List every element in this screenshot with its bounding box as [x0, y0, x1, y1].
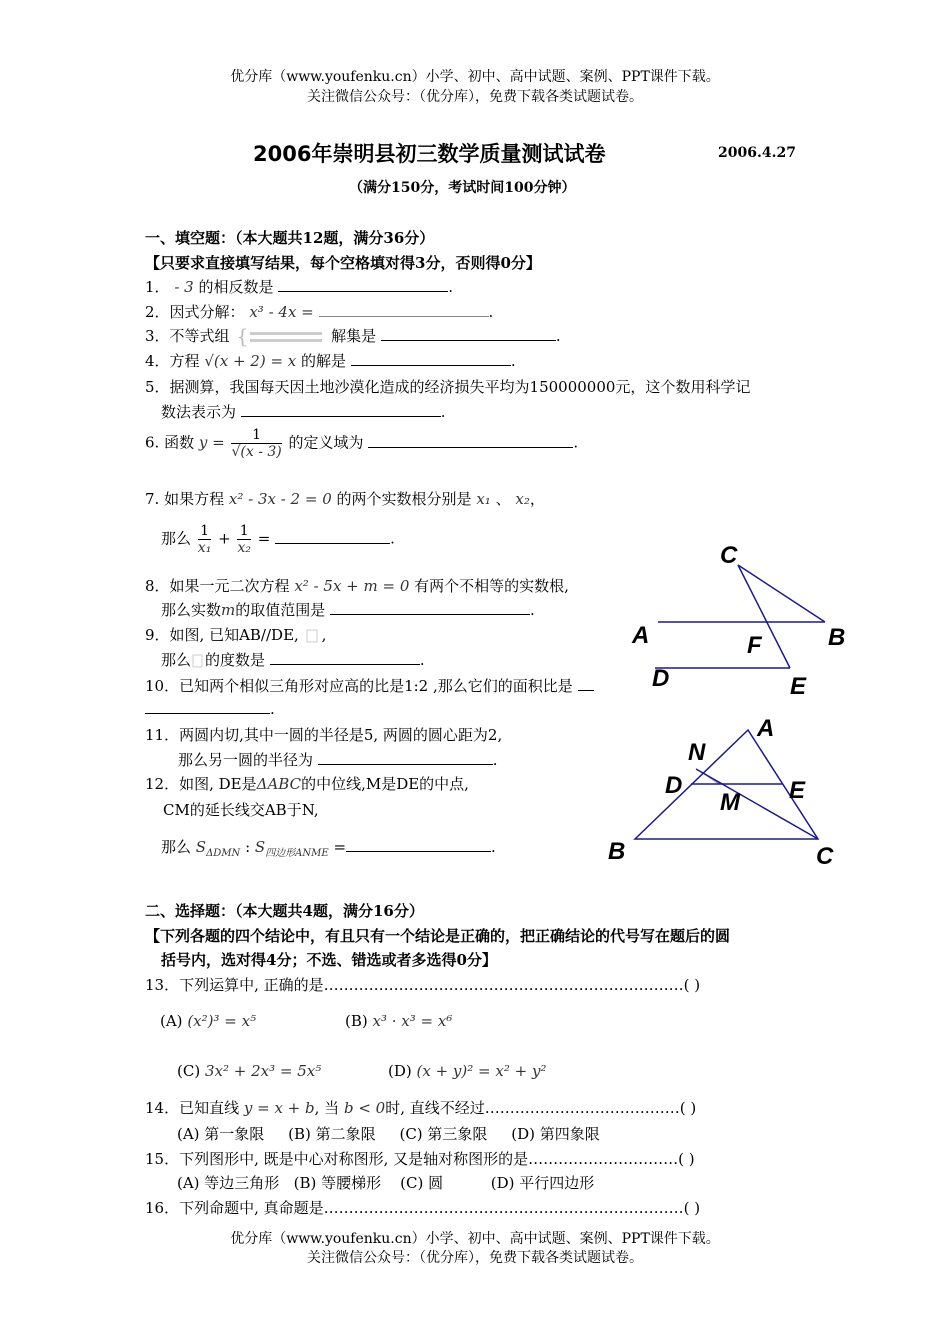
- fig2-label-m: M: [720, 789, 740, 816]
- q14-options[interactable]: (A) 第一象限 (B) 第二象限 (C) 第三象限 (D) 第四象限: [177, 1125, 600, 1143]
- q6-fraction-denominator: √(x - 3): [231, 444, 282, 460]
- q7-answer-blank[interactable]: [275, 529, 390, 544]
- q1-answer-blank[interactable]: [278, 277, 448, 292]
- q13-option-d-label: (D): [388, 1062, 412, 1080]
- q4-text: 的解是: [301, 352, 347, 370]
- question-1: 1． - 3 的相反数是 .: [145, 278, 454, 296]
- fig2-label-e: E: [789, 777, 806, 804]
- q6-fraction-numerator: 1: [231, 427, 281, 444]
- question-14: [145, 1097, 696, 1118]
- q8-text-b: 有两个不相等的实数根,: [414, 577, 569, 595]
- q1-number: 1．: [145, 278, 170, 296]
- q13-option-c-math: 3x² + 2x³ = 5x⁵: [204, 1062, 322, 1080]
- fig2-label-n: N: [688, 739, 706, 766]
- svg-text:{: {: [236, 327, 250, 347]
- q14-math-condition: b < 0: [343, 1099, 386, 1117]
- section2-heading: 二、选择题：（本大题共4题，满分16分）: [145, 902, 424, 920]
- q7b-fraction-1: [198, 523, 212, 556]
- page-subtitle: （满分150分，考试时间100分钟）: [349, 180, 576, 196]
- q7b-equals: =: [257, 529, 271, 548]
- q12-triangle: ΔABC: [256, 775, 302, 793]
- fig1-label-f: F: [747, 632, 762, 659]
- q13-option-a-math: (x²)³ = x⁵: [187, 1012, 257, 1030]
- q7b-fraction-2: [237, 523, 251, 556]
- section1-heading: 一、填空题：（本大题共12题，满分36分）: [145, 229, 435, 247]
- question-8-line-1: [145, 575, 569, 596]
- q4-number: 4．方程: [145, 352, 200, 370]
- q6-answer-blank[interactable]: [368, 433, 573, 448]
- q3-number: 3．不等式组: [145, 327, 230, 345]
- fig1-label-b: B: [828, 624, 846, 651]
- q9-text-b: 的度数是: [205, 651, 266, 669]
- fig2-label-c: C: [816, 843, 834, 870]
- question-9-line-2: 那么 的度数是 .: [161, 651, 425, 669]
- fig1-label-e: E: [790, 673, 807, 700]
- fig1-label-c: C: [720, 542, 738, 569]
- footer-line-2: 关注微信公众号：（优分库），免费下载各类试题试卷。: [307, 1250, 643, 1266]
- q13-option-b[interactable]: [345, 1012, 452, 1030]
- q5-answer-blank[interactable]: [241, 402, 441, 417]
- q13-option-c-label: (C): [177, 1062, 201, 1080]
- section2-instruction-1: 【下列各题的四个结论中，有且只有一个结论是正确的，把正确结论的代号写在题后的圆: [145, 927, 731, 945]
- question-12-line-3: 那么 $S_{\Delta DMN}$ : $S_{四边形ANME}$ = .: [161, 838, 496, 859]
- question-5-line-1: 5．据测算，我国每天因土地沙漠化造成的经济损失平均为150000000元，这个数用科学记: [145, 378, 751, 396]
- q6-fraction: [231, 427, 281, 460]
- q1-text: 的相反数是: [198, 278, 274, 296]
- q3-answer-blank[interactable]: [381, 326, 556, 341]
- q4-math: √(x + 2) = x: [204, 352, 297, 370]
- q13-option-d[interactable]: [388, 1062, 546, 1080]
- line-cb: [738, 565, 825, 622]
- q3-text: 解集是: [331, 327, 377, 345]
- q6-math-y: y =: [198, 433, 225, 452]
- q13-option-b-math: x³ · x³ = x⁶: [372, 1012, 453, 1030]
- question-4: 4．方程 √(x + 2) = x 的解是 .: [145, 352, 516, 370]
- q14-text-c: 时, 直线不经过…………………………………( ): [385, 1099, 697, 1117]
- question-6: 6. 函数 y = $\frac{1}{√(x - 3)}$ 的定义域为 .: [145, 427, 579, 460]
- q11-answer-blank[interactable]: [318, 750, 493, 765]
- page-title: 2006年崇明县初三数学质量测试试卷: [253, 142, 606, 166]
- q8-text-a: 8．如果一元二次方程: [145, 577, 290, 595]
- q12-s1: S: [195, 838, 207, 856]
- question-2: 2．因式分解： x³ - 4x = .: [145, 303, 494, 321]
- question-9-line-1: 9．如图, 已知AB//DE, ,: [145, 626, 327, 644]
- question-7-part-2: 那么 $\frac{1}{\text{x₁}}$ + $\frac{1}{\text{x₂}}$ = .: [161, 523, 395, 556]
- q12-s2-sub: 四边形ANME: [265, 848, 329, 859]
- q13-option-d-math: (x + y)² = x² + y²: [416, 1062, 547, 1080]
- figure-midline-triangle: [600, 712, 850, 874]
- q7-tail: ，: [529, 490, 545, 508]
- q5-text: 数法表示为: [161, 403, 237, 421]
- q13-option-a[interactable]: [160, 1012, 256, 1030]
- q7-number: 7. 如果方程: [145, 490, 225, 508]
- q9-answer-blank[interactable]: [270, 650, 420, 665]
- header-line-2: 关注微信公众号：（优分库），免费下载各类试题试卷。: [307, 89, 643, 105]
- question-8-line-2: 那么实数m的取值范围是 .: [161, 601, 535, 619]
- question-3: 3．不等式组 { 解集是 .: [145, 325, 561, 347]
- q12-text-c: 那么: [161, 838, 192, 856]
- question-7: [145, 488, 545, 509]
- question-11-line-2: 那么另一圆的半径为 .: [178, 751, 498, 769]
- angle-image-2: [191, 653, 205, 669]
- q13-option-b-label: (B): [345, 1012, 368, 1030]
- q12-text-b: 的中位线,M是DE的中点,: [301, 775, 469, 793]
- q2-answer-blank[interactable]: [319, 302, 489, 317]
- q7b-prefix: 那么: [161, 529, 192, 548]
- question-16: 16．下列命题中, 真命题是………………………………………………………………( ): [145, 1199, 701, 1217]
- q7b-fraction-1-numerator: 1: [198, 523, 212, 540]
- question-10-line-1: [145, 675, 594, 696]
- q7-separator: 、: [495, 490, 511, 508]
- q8-text-d: 的取值范围是: [235, 601, 326, 619]
- line-ce: [738, 565, 790, 668]
- figure-parallel-lines: [620, 535, 860, 705]
- question-12-line-2: CM的延长线交AB于N,: [163, 801, 319, 819]
- question-11-line-1: 11．两圆内切,其中一圆的半径是5, 两圆的圆心距为2,: [145, 726, 503, 744]
- q6-text: 的定义域为: [288, 433, 364, 452]
- exam-date: 2006.4.27: [718, 145, 796, 161]
- footer-line-1: 优分库（www.youfenku.cn）小学、初中、高中试题、案例、PPT课件下载。: [230, 1231, 720, 1247]
- q10-text: 10．已知两个相似三角形对应高的比是1:2 ,那么它们的面积比是: [145, 677, 573, 695]
- q7b-fraction-2-numerator: 1: [237, 523, 251, 540]
- fig2-label-a: A: [757, 715, 775, 742]
- fig1-label-a: A: [632, 622, 650, 649]
- q10-answer-blank-start[interactable]: [578, 676, 594, 691]
- q12-s2: S: [254, 838, 266, 856]
- q7b-fraction-1-denominator: x₁: [197, 540, 212, 556]
- fig2-label-b: B: [608, 838, 626, 865]
- q7b-plus: +: [218, 529, 231, 548]
- q7-x2: x₂: [515, 490, 530, 508]
- question-15: 15．下列图形中, 既是中心对称图形, 又是轴对称图形的是…………………………( ): [145, 1150, 695, 1168]
- q12-answer-blank[interactable]: [346, 837, 491, 852]
- q4-answer-blank[interactable]: [351, 351, 511, 366]
- q12-s1-sub: ΔDMN: [206, 848, 241, 859]
- q15-options[interactable]: (A) 等边三角形 (B) 等腰梯形 (C) 圆 (D) 平行四边形: [177, 1174, 595, 1192]
- q14-text-a: 14．已知直线: [145, 1099, 240, 1117]
- question-12-line-1: [145, 773, 469, 794]
- q7-math: x² - 3x - 2 = 0: [228, 490, 332, 508]
- q12-equals: =: [328, 838, 347, 856]
- q14-text-b: , 当: [314, 1099, 340, 1117]
- q7-x1: x₁: [476, 490, 491, 508]
- q2-math: x³ - 4x =: [249, 303, 314, 321]
- header-line-1: 优分库（www.youfenku.cn）小学、初中、高中试题、案例、PPT课件下载。: [230, 69, 720, 85]
- q9-text: 9．如图, 已知AB//DE,: [145, 626, 299, 644]
- q12-text-a: 12．如图, DE是: [145, 775, 257, 793]
- q6-number: 6. 函数: [145, 433, 195, 452]
- question-10-line-2: .: [145, 699, 275, 718]
- q7b-fraction-2-denominator: x₂: [237, 540, 251, 556]
- fig2-label-d: D: [665, 772, 683, 799]
- fig1-label-d: D: [652, 665, 670, 692]
- q11-text: 那么另一圆的半径为: [178, 751, 314, 769]
- angle-image-1: [304, 628, 322, 644]
- q13-option-c[interactable]: [177, 1062, 321, 1080]
- q8-math: x² - 5x + m = 0: [294, 577, 410, 595]
- section1-instruction: 【只要求直接填写结果，每个空格填对得3分，否则得0分】: [145, 254, 541, 272]
- question-5-line-2: 数法表示为 .: [161, 403, 446, 421]
- question-13: 13．下列运算中, 正确的是………………………………………………………………( ): [145, 976, 701, 994]
- q1-math: - 3: [174, 278, 194, 296]
- inequality-system-image: [234, 327, 326, 347]
- q12-colon: :: [240, 838, 255, 856]
- q10-answer-blank[interactable]: [145, 699, 270, 714]
- q7-text: 的两个实数根分别是: [336, 490, 472, 508]
- q14-math-line: y = x + b: [243, 1099, 315, 1117]
- q8-answer-blank[interactable]: [330, 600, 530, 615]
- q13-option-a-label: (A): [160, 1012, 183, 1030]
- q8-text-c: 那么实数: [161, 601, 222, 619]
- q2-number: 2．因式分解：: [145, 303, 245, 321]
- q9-text-a: 那么: [161, 651, 192, 669]
- section2-instruction-2: 括号内，选对得4分；不选、错选或者多选得0分】: [161, 951, 497, 969]
- q8-m: m: [221, 601, 236, 619]
